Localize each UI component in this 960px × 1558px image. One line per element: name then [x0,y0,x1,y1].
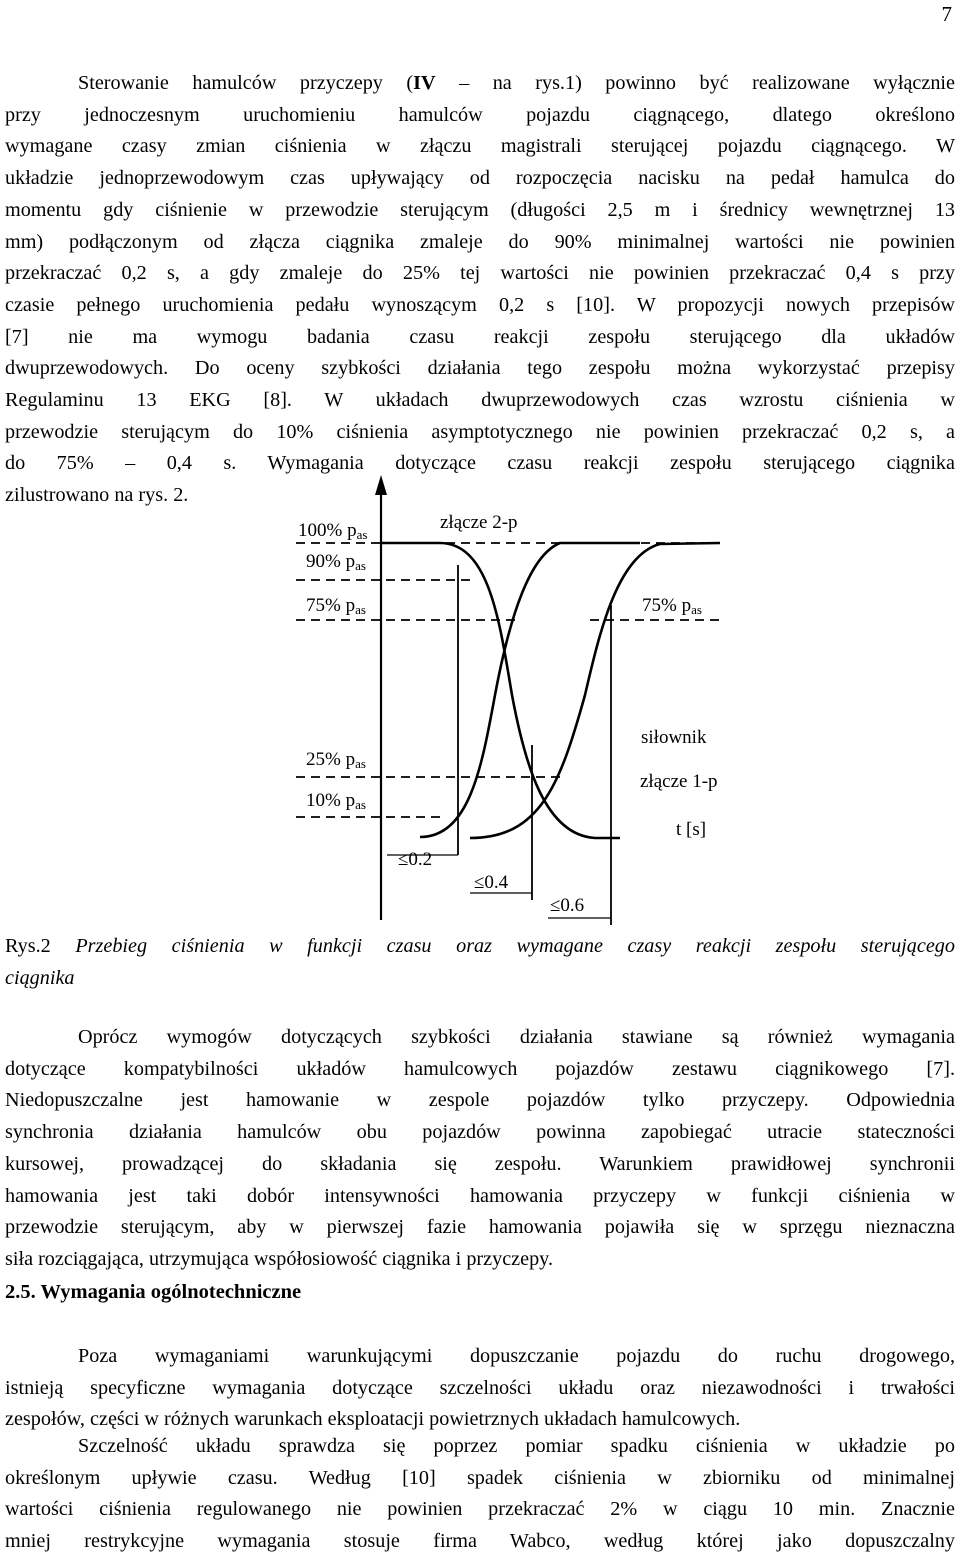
text-line: Szczelność układu sprawdza się poprzez pomiar spadku ciśnienia w układzie po [78,1435,955,1457]
pressure-time-figure [0,465,960,925]
text-line: przewodzie sterującym do 10% ciśnienia asymptotycznego nie powinien przekraczać 0,2 s, a [5,420,955,443]
label-75-pas-left: 75% pas [306,595,366,617]
label-t-0.6: ≤0.6 [550,895,585,916]
text-line: Oprócz wymogów dotyczących szybkości działania stawiane są również wymagania [78,1026,955,1048]
label-t-0.2: ≤0.2 [398,849,433,870]
text-line: Niedopuszczalne jest hamowanie w zespole pojazdów tylko przyczepy. Odpowiednia [5,1089,955,1112]
text-line: dwuprzewodowych. Do oceny szybkości działania tego zespołu można wykorzystać przepisy [5,357,955,380]
caption-line: ciągnika [5,966,75,989]
text-line: dotyczące kompatybilności układów hamulcowych pojazdów zestawu ciągnikowego [7]. [5,1057,955,1080]
label-zlacze-2p: złącze 2-p [440,512,518,533]
page-number: 7 [941,2,952,26]
label-t-0.4: ≤0.4 [474,872,509,893]
text-line: Regulaminu 13 EKG [8]. W układach dwuprzewodowych czas wzrostu ciśnienia w [5,389,955,412]
text-line: przekraczać 0,2 s, a gdy zmaleje do 25% tej wartości nie powinien przekraczać 0,4 s przy [5,262,955,285]
section-heading: 2.5. Wymagania ogólnotechniczne [5,1281,302,1303]
label-90-pas: 90% pas [306,551,366,573]
paragraph-1 [5,68,955,512]
text-line: zespołów, części w różnych warunkach eksploatacji powietrznych układach hamulcowych. [5,1408,741,1431]
label-25-pas: 25% pas [306,749,366,771]
text-line: wymagane czasy zmian ciśnienia w złączu magistrali sterującej pojazdu ciągnącego. W [5,135,955,158]
paragraph-3 [5,1341,955,1436]
text-line: momentu gdy ciśnienie w przewodzie sterującym (długości 2,5 m i średnicy wewnętrznej 13 [5,198,955,221]
text-line: przy jednoczesnym uruchomieniu hamulców pojazdu ciągnącego, dlatego określono [5,103,955,126]
curve-rising [420,543,640,837]
text-line: określonym upływie czasu. Według [10] spadek ciśnienia w zbiorniku od minimalnej [5,1466,955,1489]
label-silownik: siłownik [641,727,707,748]
text-line: wartości ciśnienia regulowanego nie powinien przekraczać 2% w ciągu 10 min. Znacznie [5,1498,955,1521]
text-line: zilustrowano na rys. 2. [5,484,189,507]
text-line: mniej restrykcyjne wymagania stosuje firma Wabco, według której jako dopuszczalny [5,1530,955,1553]
figure-caption [5,931,955,994]
text-line: [7] nie ma wymogu badania czasu reakcji zespołu sterującego dla układów [5,325,955,348]
text-line: przewodzie sterującym, aby w pierwszej fazie hamowania pojawiła się w sprzęgu nieznaczna [5,1216,955,1239]
label-75-pas-right: 75% pas [642,595,702,617]
text-line: siła rozciągająca, utrzymująca współosiowość ciągnika i przyczepy. [5,1247,554,1270]
curve-zlacze-2p-falling [381,543,620,838]
text-line: do 75% – 0,4 s. Wymagania dotyczące czasu reakcji zespołu sterującego ciągnika [5,452,955,475]
curve-silownik-rising [470,543,720,838]
text-line: Sterowanie hamulców przyczepy (IV – na rys.1) powinno być realizowane wyłącznie [78,72,955,94]
text-line: synchronia działania hamulców obu pojazdów powinna zapobiegać utracie stateczności [5,1121,955,1144]
text-line: hamowania jest taki dobór intensywności hamowania przyczepy w funkcji ciśnienia w [5,1184,955,1207]
text-line: kursowej, prowadzącej do składania się zespołu. Warunkiem prawidłowej synchronii [5,1152,955,1175]
text-line: istnieją specyficzne wymagania dotyczące szczelności układu oraz niezawodności i trwałości [5,1376,955,1399]
label-t-axis: t [s] [676,819,707,840]
paragraph-4 [5,1431,955,1558]
label-zlacze-1p: złącze 1-p [640,771,718,792]
text-line: mm) podłączonym od złącza ciągnika zmaleje do 90% minimalnej wartości nie powinien [5,230,955,253]
text-line: układzie jednoprzewodowym czas upływający od rozpoczęcia nacisku na pedał hamulca do [5,167,955,190]
text-line: Poza wymaganiami warunkującymi dopuszczanie pojazdu do ruchu drogowego, [78,1345,955,1367]
y-axis-arrow-icon [375,475,387,495]
label-10-pas: 10% pas [306,790,366,812]
text-line: czasie pełnego uruchomienia pedału wynoszącym 0,2 s [10]. W propozycji nowych przepisów [5,293,955,316]
label-100-pas: 100% pas [298,520,368,542]
paragraph-2 [5,1022,955,1276]
caption-line: Rys.2 Przebieg ciśnienia w funkcji czasu oraz wymagane czasy reakcji zespołu sterującego [5,935,955,957]
